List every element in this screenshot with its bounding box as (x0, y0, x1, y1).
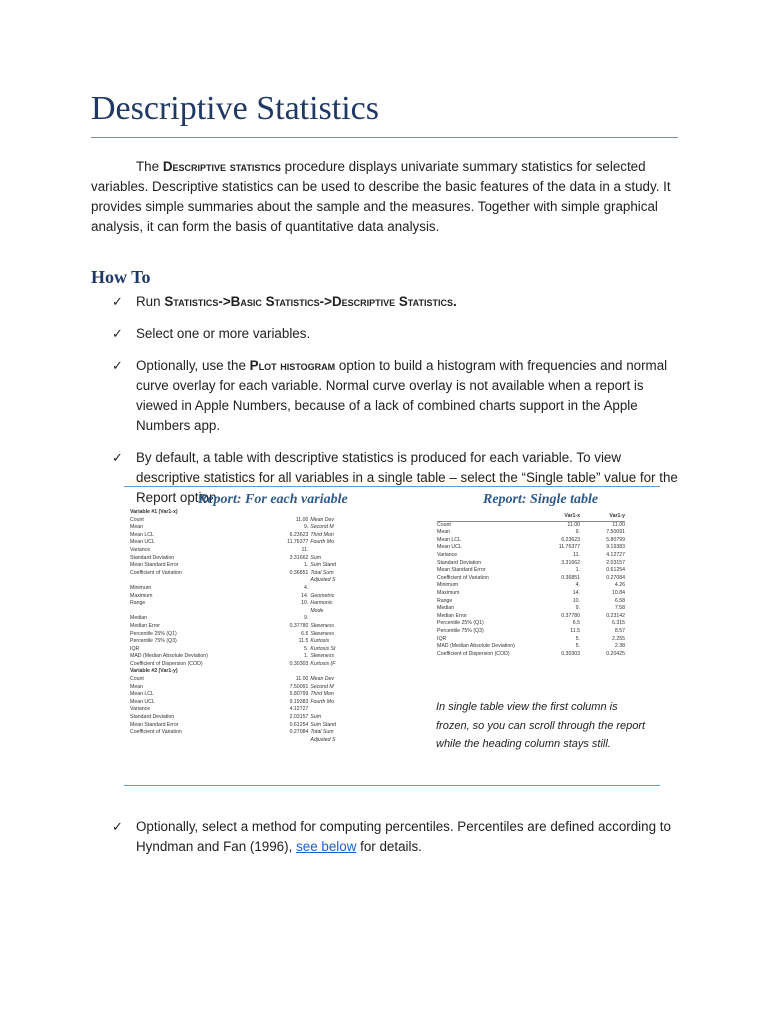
checkmark-icon: ✓ (112, 294, 123, 309)
table-cell: 8.57 (614, 627, 625, 634)
table-row (437, 575, 625, 583)
table-row (130, 684, 350, 692)
list-item (112, 292, 682, 312)
table-cell: 2.03157 (289, 714, 309, 721)
right-figure-title: Report: Single table (483, 492, 599, 507)
table-cell: Mean (130, 683, 143, 690)
table-cell: 7.58 (614, 605, 625, 612)
table-cell: 9. (575, 605, 580, 612)
variable-label: Variable #2 (Var1-y) (130, 668, 178, 675)
table-cell: 0.23142 (606, 612, 625, 619)
table-cell (249, 577, 308, 585)
table-row (130, 631, 350, 639)
table-row (130, 524, 350, 532)
table-cell: Coefficient of Variation (437, 574, 489, 581)
table-cell: 2.03157 (606, 559, 625, 566)
table-cell: Count (130, 516, 144, 523)
table-cell: Maximum (437, 589, 460, 596)
table-row (437, 628, 625, 636)
table-cell: 0.30303 (561, 650, 580, 657)
table-row (437, 560, 625, 568)
table-cell: 9. (304, 524, 309, 531)
table-row (130, 722, 350, 730)
table-cell: Kurtosis St (310, 645, 336, 652)
table-row (437, 567, 625, 575)
table-cell: 9. (575, 529, 580, 536)
table-cell: 10. (572, 597, 580, 604)
table-cell: 0.37780 (289, 622, 309, 629)
table-cell: Var1-y (609, 513, 625, 519)
table-row (437, 552, 625, 560)
table-cell: Mean LCL (130, 691, 154, 698)
table-row (437, 582, 625, 590)
table-cell: 6.315 (612, 620, 625, 627)
table-cell: Coefficient of Dispersion (COD) (130, 660, 203, 667)
table-cell: Mode (310, 607, 324, 614)
table-cell: 3.31662 (561, 559, 580, 566)
table-cell: Coefficient of Dispersion (COD) (437, 650, 510, 657)
table-row (130, 577, 350, 585)
table-cell: IQR (130, 645, 140, 652)
b3-prefix: Optionally, use the (136, 358, 246, 373)
table-cell: Skewness (310, 630, 335, 637)
table-row (130, 608, 350, 616)
table-cell: 6.5 (572, 620, 580, 627)
table-cell (130, 737, 249, 745)
table-cell: 14. (572, 589, 580, 596)
table-cell: 6.5 (301, 630, 309, 637)
table-cell: 4.12727 (289, 706, 309, 713)
table-cell: Geometric (310, 592, 335, 599)
table-row (437, 643, 625, 651)
table-row (437, 598, 625, 606)
table-cell: Standard Deviation (130, 714, 175, 721)
table-cell (308, 615, 350, 623)
table-cell: 6.58 (614, 597, 625, 604)
title-divider (91, 137, 678, 138)
table-row (437, 605, 625, 613)
table-row (130, 615, 350, 623)
table-row (437, 544, 625, 552)
table-cell (308, 547, 350, 555)
table-cell (130, 608, 249, 616)
table-cell: Harmonic (310, 600, 333, 607)
b5-prefix: Optionally, select a method for computing percentiles. Percentiles are defined according to Hyndman and Fan (1996), (136, 819, 671, 854)
list-item (112, 817, 706, 857)
table-cell: Kurtosis (F (310, 660, 336, 667)
table-cell: Count (437, 521, 451, 528)
table-cell: 11.00 (295, 516, 309, 523)
table-cell: 5.80799 (606, 536, 625, 543)
table-cell: Variance (130, 546, 151, 553)
table-cell: 0.30303 (289, 660, 309, 667)
table-cell: Mean UCL (437, 544, 462, 551)
table-cell: Percentile 25% (Q1) (130, 630, 177, 637)
table-row (437, 529, 625, 537)
table-cell: 9.19383 (606, 544, 625, 551)
table-row (437, 590, 625, 598)
table-cell: Mean UCL (130, 698, 155, 705)
table-row (130, 593, 350, 601)
table-cell: Third Mon (310, 531, 334, 538)
table-cell: Mean Dev (310, 676, 335, 683)
table-cell: 0.61254 (289, 721, 309, 728)
table-cell: Mean (130, 524, 143, 531)
table-row (130, 623, 350, 631)
b5-suffix: for details. (360, 839, 422, 854)
table-cell: Range (130, 600, 146, 607)
table-cell: Median Error (130, 622, 160, 629)
table-cell: Coefficient of Variation (130, 729, 182, 736)
table-cell: Fourth Mo (310, 698, 334, 705)
table-cell: Total Sum (310, 569, 334, 576)
table-cell: MAD (Median Absolute Deviation) (437, 643, 515, 650)
table-cell: 5. (575, 643, 580, 650)
table-cell (249, 737, 308, 745)
intro-paragraph (91, 157, 681, 237)
table-cell: 11.00 (567, 521, 580, 528)
table-row (437, 537, 625, 545)
table-cell: Mean Dev (310, 516, 335, 523)
table-cell: 1. (575, 567, 580, 574)
list-item (112, 324, 682, 344)
table-cell: Second M (310, 683, 334, 690)
see-below-link[interactable]: see below (296, 839, 357, 854)
table-cell: Count (130, 676, 144, 683)
table-cell: Mean LCL (130, 531, 154, 538)
table-cell: 5.80799 (289, 691, 309, 698)
single-table-report (437, 513, 625, 658)
table-cell (437, 513, 535, 521)
table-cell: Variance (130, 706, 151, 713)
table-cell: Percentile 75% (Q3) (130, 638, 177, 645)
table-cell: 9. (304, 615, 309, 622)
variable-label: Variable #1 (Var1-x) (130, 509, 178, 515)
table-cell: Median Error (437, 612, 467, 619)
table-row (130, 547, 350, 555)
table-cell: 1. (304, 562, 309, 569)
table-cell: 0.61254 (606, 567, 625, 574)
table-cell: 6.23623 (289, 531, 309, 538)
table-cell: Sum (310, 554, 322, 561)
table-cell: Third Mon (310, 691, 334, 698)
table-row (130, 714, 350, 722)
table-cell: 0.20425 (606, 650, 625, 657)
howto-heading: How To (91, 267, 151, 287)
table-cell: 11.76377 (287, 539, 309, 546)
table-cell: 2.255 (612, 635, 625, 642)
table-cell: 2.38 (614, 643, 625, 650)
table-cell: 0.27084 (289, 729, 309, 736)
table-cell: IQR (437, 635, 447, 642)
intro-lead: The (136, 159, 160, 174)
table-cell (249, 608, 308, 616)
table-cell: 11. (573, 551, 580, 558)
table-cell: Median (130, 615, 148, 622)
table-cell: Var1-x (564, 513, 580, 519)
table-cell: 10. (301, 600, 309, 607)
table-cell: 11. (301, 546, 309, 553)
table-cell: 9.19383 (289, 698, 309, 705)
table-header-row (437, 513, 625, 522)
table-cell: 0.36851 (561, 574, 580, 581)
b3-rest: option to build a histogram with frequencies and normal curve overlay for each variable. Normal curve overlay is not available when a report is viewed in Apple Numbers, because of a lack of combined charts support in the Apple Numbers app. (136, 358, 668, 433)
table-cell: 11.5 (570, 627, 580, 634)
table-cell (130, 577, 249, 585)
table-row (437, 522, 625, 530)
per-variable-report-table (130, 509, 350, 744)
table-cell: 14. (301, 592, 309, 599)
table-cell: 5. (575, 635, 580, 642)
table-cell: Sum Stand (310, 562, 337, 569)
figure-top-rule (124, 486, 660, 487)
table-cell: Fourth Mo (310, 539, 334, 546)
table-cell: Sum Stand (310, 721, 337, 728)
table-row (130, 555, 350, 563)
table-cell: Standard Deviation (437, 559, 482, 566)
table-cell: Variance (437, 551, 458, 558)
table-row (437, 636, 625, 644)
table-row (437, 620, 625, 628)
table-cell: Mean LCL (437, 536, 461, 543)
table-cell: Percentile 25% (Q1) (437, 620, 484, 627)
table-cell: Sum (310, 714, 322, 721)
table-row (130, 638, 350, 646)
table-row (130, 600, 350, 608)
table-cell: 7.50091 (289, 683, 309, 690)
table-row (130, 737, 350, 745)
table-cell: 5. (304, 645, 309, 652)
table-row (130, 653, 350, 661)
table-cell: Adjusted S (310, 736, 336, 743)
table-cell: Total Sum (310, 729, 334, 736)
table-cell: Adjusted S (310, 577, 336, 584)
table-row (130, 585, 350, 593)
table-row (130, 532, 350, 540)
table-cell: 4. (575, 582, 580, 589)
table-row (130, 706, 350, 714)
table-cell: Standard Deviation (130, 554, 175, 561)
plot-histogram-term: Plot histogram (249, 358, 336, 373)
table-cell: Skewness (310, 653, 335, 660)
table-cell: Range (437, 597, 453, 604)
table-row (437, 613, 625, 621)
table-cell: Coefficient of Variation (130, 569, 182, 576)
table-row (130, 676, 350, 684)
table-cell: Skewness (310, 622, 335, 629)
table-cell: Minimum (130, 584, 152, 591)
table-row (130, 661, 350, 669)
intro-term: Descriptive statistics (162, 159, 281, 174)
b2-text: Select one or more variables. (136, 326, 311, 341)
table-cell: Mean UCL (130, 539, 155, 546)
intro-rest: procedure displays univariate summary statistics for selected variables. Descriptive statistics can be used to describe the basic features of the data in a study. It provides simple summaries about the sample and the measures. Together with simple graphical analysis, it can form the basis of quantitative data analysis. (91, 159, 671, 234)
table-cell: Mean (437, 529, 450, 536)
table-cell: Kurtosis (310, 638, 330, 645)
figure-bottom-rule (124, 785, 660, 786)
table-cell: 1. (304, 653, 309, 660)
table-cell: Mean Standard Error (130, 721, 179, 728)
table-row (130, 517, 350, 525)
table-cell: 0.37780 (561, 612, 580, 619)
table-cell: 11.76377 (558, 544, 580, 551)
table-cell (308, 585, 350, 593)
table-cell: Median (437, 605, 455, 612)
table-cell: 4. (304, 584, 309, 591)
table-cell: 3.31662 (289, 554, 309, 561)
table-cell: 11.5 (298, 638, 309, 645)
b1-prefix: Run (136, 294, 161, 309)
checkmark-icon: ✓ (112, 358, 123, 373)
table-cell: Second M (310, 524, 334, 531)
table-cell: Mean Standard Error (130, 562, 179, 569)
left-figure-title: Report: For each variable (198, 492, 348, 507)
table-row (437, 651, 625, 659)
table-cell: 4.12727 (606, 551, 625, 558)
table-cell: 0.27084 (606, 574, 625, 581)
checkmark-icon: ✓ (112, 819, 123, 834)
menu-path: Statistics->Basic Statistics->Descriptive Statistics. (164, 294, 457, 309)
figure-caption: In single table view the first column is frozen, so you can scroll through the report while the heading column stays still. (436, 701, 646, 750)
table-cell: Minimum (437, 582, 459, 589)
table-row (130, 570, 350, 578)
table-cell: 11.00 (612, 521, 625, 528)
table-cell: 10.84 (612, 589, 625, 596)
table-cell: Maximum (130, 592, 153, 599)
checkmark-icon: ✓ (112, 326, 123, 341)
table-cell: Percentile 75% (Q3) (437, 627, 484, 634)
table-row (130, 562, 350, 570)
page-title: Descriptive Statistics (91, 90, 380, 127)
table-cell: 11.00 (295, 676, 309, 683)
table-row (130, 646, 350, 654)
table-row (130, 539, 350, 547)
list-item (112, 356, 682, 436)
b4-text: By default, a table with descriptive statistics is produced for each variable. To view descriptive statistics for all variables in a single table – select the “Single table” value for the Report option. (136, 450, 678, 505)
table-row (130, 691, 350, 699)
checkmark-icon: ✓ (112, 450, 123, 465)
table-cell: 7.50091 (606, 529, 625, 536)
table-cell: 4.26 (614, 582, 625, 589)
table-row (130, 729, 350, 737)
table-cell: MAD (Median Absolute Deviation) (130, 653, 208, 660)
table-row (130, 699, 350, 707)
table-cell: 0.36851 (289, 569, 309, 576)
table-cell: 6.23623 (561, 536, 580, 543)
table-cell (308, 706, 350, 714)
table-cell: Mean Standard Error (437, 567, 486, 574)
